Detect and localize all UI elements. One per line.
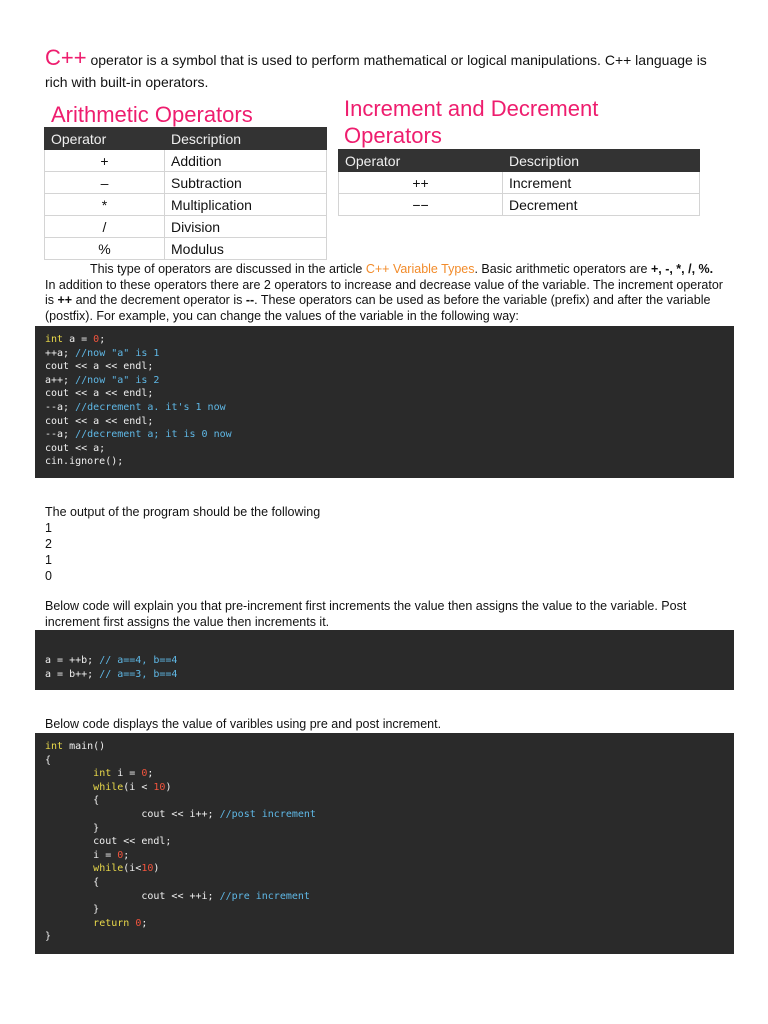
code-line: while(i<10) bbox=[93, 863, 160, 875]
table-row bbox=[45, 172, 327, 194]
display-explanation: Below code displays the value of varibles using pre and post increment. bbox=[45, 717, 442, 731]
arithmetic-table bbox=[44, 127, 327, 260]
operator-cell: ++ bbox=[339, 172, 503, 194]
description-cell: Modulus bbox=[165, 238, 327, 260]
paragraph-text: In addition to these operators there are 2 operators to increase and decrease value of the variable. The increment operator is bbox=[45, 277, 723, 307]
paragraph-text: and the decrement operator is bbox=[72, 293, 246, 307]
code-line: cout << ++i; //pre increment bbox=[45, 890, 310, 902]
incdec-heading bbox=[344, 95, 598, 149]
paragraph-text: . These operators can be used as before the variable (prefix) and after the variable (postfix). For example, you can change the values of the variable in the following way: bbox=[45, 293, 711, 323]
code-line: int main() bbox=[45, 741, 106, 752]
increment-operator: ++ bbox=[57, 293, 73, 307]
description-cell: Division bbox=[165, 216, 327, 238]
code-line: cin.ignore(); bbox=[45, 456, 124, 468]
code-line: i = 0; bbox=[45, 849, 130, 861]
variable-types-link[interactable]: C++ Variable Types bbox=[365, 262, 475, 276]
code-line: cout << endl; bbox=[45, 836, 172, 848]
output-value: 1 bbox=[45, 553, 52, 567]
code-line: cout << a; bbox=[45, 442, 106, 454]
description-cell: Addition bbox=[165, 150, 327, 172]
code-line: { bbox=[45, 795, 100, 807]
incdec-heading-line2: Operators bbox=[344, 123, 442, 148]
column-header-description: Description bbox=[503, 150, 700, 172]
output-label: The output of the program should be the following bbox=[45, 505, 321, 519]
code-line: while(i < 10) bbox=[93, 781, 172, 793]
code-block-increment-example bbox=[35, 326, 734, 478]
table-row bbox=[45, 150, 327, 172]
description-cell: Multiplication bbox=[165, 194, 327, 216]
intro-paragraph bbox=[45, 47, 725, 93]
column-header-description: Description bbox=[165, 128, 327, 150]
output-value: 2 bbox=[45, 537, 52, 551]
code-line: ++a; //now "a" is 1 bbox=[45, 347, 160, 359]
code-line: --a; //decrement a; it is 0 now bbox=[45, 429, 232, 441]
arithmetic-heading: Arithmetic Operators bbox=[51, 102, 253, 127]
table-header-row bbox=[339, 150, 700, 172]
code-line: { bbox=[45, 754, 52, 766]
operator-cell: – bbox=[45, 172, 165, 194]
code-line: return 0; bbox=[93, 917, 148, 929]
table-row bbox=[339, 172, 700, 194]
column-header-operator: Operator bbox=[45, 128, 165, 150]
intro-title: C++ bbox=[45, 45, 87, 70]
code-line: cout << i++; //post increment bbox=[45, 808, 316, 820]
table-row bbox=[45, 194, 327, 216]
column-header-operator: Operator bbox=[339, 150, 503, 172]
table-row bbox=[45, 216, 327, 238]
paragraph-text: . Basic arithmetic operators are bbox=[474, 262, 651, 276]
code-line: --a; //decrement a. it's 1 now bbox=[45, 401, 226, 413]
table-row bbox=[339, 194, 700, 216]
table-header-row bbox=[45, 128, 327, 150]
code-line: a = ++b; // a==4, b==4 bbox=[45, 655, 178, 666]
decrement-operator: -- bbox=[245, 293, 255, 307]
incdec-heading-line1: Increment and Decrement bbox=[344, 96, 599, 121]
paragraph-text: This type of operators are discussed in the article bbox=[90, 262, 366, 276]
operator-cell: −− bbox=[339, 194, 503, 216]
code-line: int i = 0; bbox=[93, 768, 154, 780]
code-block-main-program bbox=[35, 733, 734, 954]
code-line: } bbox=[45, 904, 100, 916]
code-line: cout << a << endl; bbox=[45, 388, 154, 400]
code-line: int a = 0; bbox=[45, 334, 106, 345]
table-row bbox=[45, 238, 327, 260]
code-line: cout << a << endl; bbox=[45, 361, 154, 373]
description-cell: Subtraction bbox=[165, 172, 327, 194]
code-line: } bbox=[45, 931, 52, 943]
operator-list: +, -, *, /, %. bbox=[650, 262, 714, 276]
description-cell: Increment bbox=[503, 172, 700, 194]
intro-text: operator is a symbol that is used to perform mathematical or logical manipulations. C++ language is rich with built-in operators. bbox=[45, 52, 707, 90]
code-line: a++; //now "a" is 2 bbox=[45, 374, 160, 386]
code-block-pre-post bbox=[35, 630, 734, 690]
description-cell: Decrement bbox=[503, 194, 700, 216]
code-line: a = b++; // a==3, b==4 bbox=[45, 668, 178, 680]
pre-post-explanation: Below code will explain you that pre-increment first increments the value then assigns the value to the variable. Post increment first assigns the value then increments it. bbox=[45, 599, 687, 629]
operators-paragraph bbox=[45, 262, 727, 324]
operator-cell: * bbox=[45, 194, 165, 216]
operator-cell: + bbox=[45, 150, 165, 172]
operator-cell: / bbox=[45, 216, 165, 238]
output-value: 1 bbox=[45, 521, 52, 535]
code-line: cout << a << endl; bbox=[45, 415, 154, 427]
code-line: { bbox=[45, 876, 100, 888]
code-line: } bbox=[45, 822, 100, 834]
incdec-table bbox=[338, 149, 700, 216]
operator-cell: % bbox=[45, 238, 165, 260]
output-value: 0 bbox=[45, 569, 52, 583]
